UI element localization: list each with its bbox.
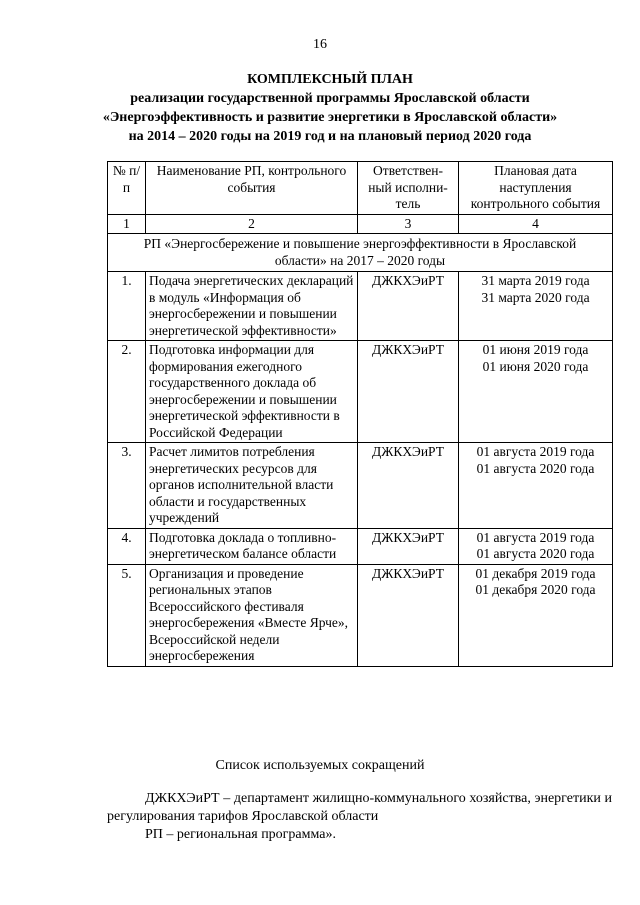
section-row: [108, 234, 613, 272]
abbreviations-title: Список используемых сокращений: [215, 758, 425, 773]
row-date-2020: 01 декабря 2020 года: [475, 582, 596, 597]
col-number: 2: [146, 214, 358, 234]
plan-table: [107, 161, 613, 667]
heading-line-3: «Энергоэффективность и развитие энергетики в Ярославской области»: [102, 110, 558, 125]
page-number: 16: [313, 37, 327, 52]
row-date: [459, 443, 613, 529]
row-date-2019: 31 марта 2019 года: [481, 273, 590, 288]
row-num: 1.: [108, 272, 146, 341]
abbreviation-item: ДЖКХЭиРТ – департамент жилищно-коммунального хозяйства, энергетики и регулирования тарифов Ярославской области: [107, 791, 612, 824]
row-num: 5.: [108, 564, 146, 666]
row-responsible: ДЖКХЭиРТ: [358, 528, 459, 564]
row-date: [459, 528, 613, 564]
row-date-2020: 01 июня 2020 года: [482, 358, 589, 374]
row-date: [459, 272, 613, 341]
row-num: 3.: [108, 443, 146, 529]
col-number: 3: [358, 214, 459, 234]
row-responsible: ДЖКХЭиРТ: [358, 341, 459, 443]
row-name: Расчет лимитов потребления энергетических ресурсов для органов исполнительной власти области и государственных учреждений: [146, 443, 358, 529]
row-date: [459, 341, 613, 443]
row-num: 4.: [108, 528, 146, 564]
row-date-2019: 01 декабря 2019 года: [475, 565, 596, 581]
table-row: [108, 528, 613, 564]
column-number-row: [108, 214, 613, 234]
row-date-2020: 01 августа 2020 года: [476, 546, 595, 561]
abbreviation-item: РП – региональная программа».: [145, 827, 336, 842]
col-number: 4: [459, 214, 613, 234]
heading-line-2: реализации государственной программы Ярославской области: [130, 91, 530, 106]
row-date: [459, 564, 613, 666]
row-name: Организация и проведение региональных этапов Всероссийского фестиваля энергосбережения «Вместе Ярче», Всероссийской недели энергосбережения: [146, 564, 358, 666]
row-date-2019: 01 августа 2019 года: [476, 529, 595, 545]
document-heading: [60, 70, 600, 146]
row-responsible: ДЖКХЭиРТ: [358, 272, 459, 341]
header-responsible: Ответствен- ный исполни- тель: [358, 162, 459, 215]
row-date-2019: 01 июня 2019 года: [482, 342, 589, 357]
row-date-2019: 01 августа 2019 года: [476, 444, 595, 459]
row-date-2020: 01 августа 2020 года: [476, 460, 595, 476]
row-name: Подготовка информации для формирования ежегодного государственного доклада об энергосбережении и повышении энергетической эффективности в Российской Федерации: [146, 341, 358, 443]
table-row: [108, 341, 613, 443]
row-name: Подача энергетических деклараций в модуль «Информация об энергосбережении и повышении энергетической эффективности»: [146, 272, 358, 341]
row-responsible: ДЖКХЭиРТ: [358, 443, 459, 529]
col-number: 1: [108, 214, 146, 234]
heading-title: КОМПЛЕКСНЫЙ ПЛАН: [247, 72, 413, 87]
header-num: № п/п: [108, 162, 146, 215]
table-row: [108, 443, 613, 529]
row-num: 2.: [108, 341, 146, 443]
header-date: Плановая дата наступления контрольного события: [459, 162, 613, 215]
table-header-row: [108, 162, 613, 215]
section-title: РП «Энергосбережение и повышение энергоэффективности в Ярославской области» на 2017 – 2020 годы: [108, 234, 613, 272]
table-row: [108, 564, 613, 666]
row-name: Подготовка доклада о топливно-энергетическом балансе области: [146, 528, 358, 564]
heading-line-4: на 2014 – 2020 годы на 2019 год и на плановый период 2020 года: [128, 129, 532, 144]
header-name: Наименование РП, контрольного события: [146, 162, 358, 215]
row-date-2020: 31 марта 2020 года: [481, 289, 590, 305]
row-responsible: ДЖКХЭиРТ: [358, 564, 459, 666]
table-row: [108, 272, 613, 341]
